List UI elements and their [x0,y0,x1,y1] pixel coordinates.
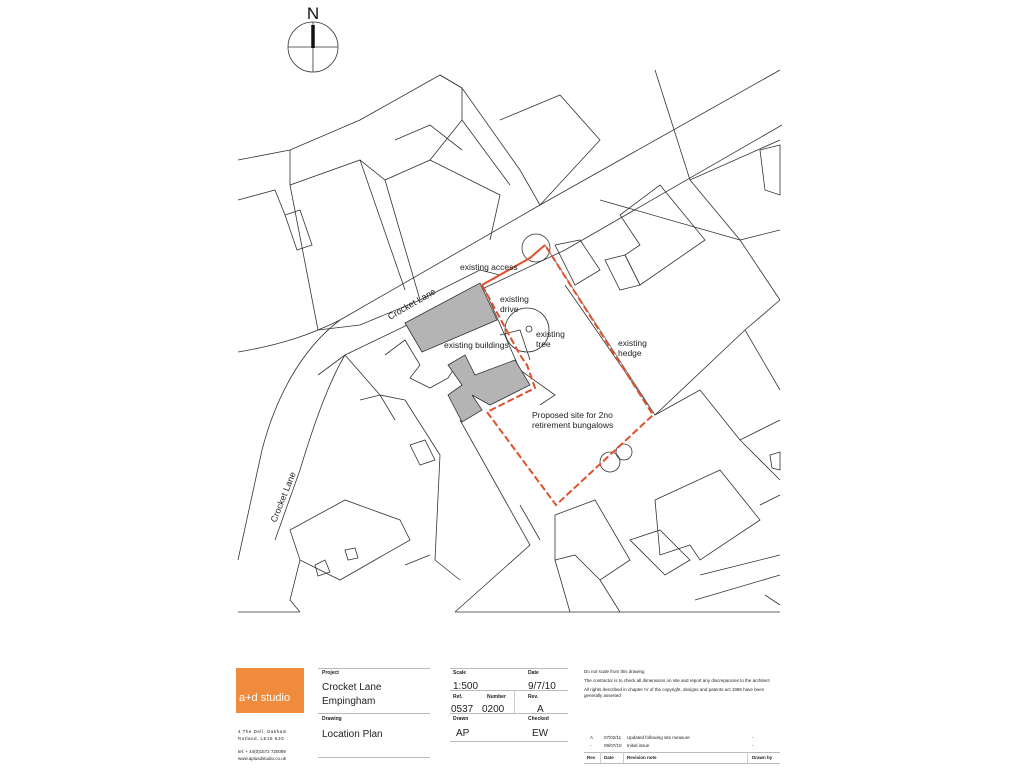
note-do-not-scale: Do not scale from this drawing [584,669,645,674]
revision-header-date: Date [604,755,614,760]
checked-label: Checked [528,716,549,722]
label-existing-drive-2: drive [500,304,519,314]
tb-line [450,668,568,669]
revision-row-by: - [752,735,754,740]
revision-row-rev: - [590,743,592,748]
project-label: Project [322,670,339,676]
company-address-1: 4 The Dell, Oakham [238,729,287,734]
tb-line [318,713,430,714]
revision-line [584,752,780,753]
revision-header-rev: Rev [587,755,596,760]
north-arrow [288,4,338,72]
revision-row-by: - [752,743,754,748]
tb-line [450,741,568,742]
label-existing-access: existing access [460,262,518,272]
revision-line [600,752,601,763]
rev-value: A [537,704,544,715]
date-label: Date [528,670,539,676]
revision-line [747,752,748,763]
revision-row-date: 07/02/11 [604,735,622,740]
number-label: Number [487,694,506,700]
revision-row-rev: A [590,735,594,740]
label-existing-hedge-1: existing [618,338,647,348]
label-existing-drive-1: existing [500,294,529,304]
drawing-label: Drawing [322,716,342,722]
drawing-title: Location Plan [322,729,383,740]
checked-value: EW [532,728,549,739]
revision-row-note: Updated following site measure [627,735,690,740]
revision-line [623,752,624,763]
revision-header-note: Revision note [627,755,657,760]
company-logo [236,668,304,713]
tb-line [514,690,515,713]
label-existing-hedge-2: hedge [618,348,642,358]
base-map-linework [238,70,782,612]
road-label-main: Crocket Lane [386,286,438,322]
ref-label: Ref. [453,694,463,700]
label-proposed-1: Proposed site for 2no [532,410,613,420]
note-contractor: The contractor is to check all dimensions on site and report any discrepancies to the architect [584,678,770,683]
revision-row-note: Initial issue [627,743,650,748]
tb-line [318,757,430,758]
note-copyright-1: All rights described in chapter IV of the copyright, designs and patents act 1988 have been [584,687,765,692]
label-existing-buildings: existing buildings [444,340,509,350]
drawn-label: Drawn [453,716,469,722]
project-name-1: Crocket Lane [322,682,382,693]
company-address-2: Rutland, LE15 6JG [238,736,285,741]
date-value: 9/7/10 [528,681,556,692]
logo-text: a+d studio [239,692,291,704]
project-name-2: Empingham [322,696,376,707]
label-proposed-2: retirement bungalows [532,420,614,430]
company-tel: tel: + 44(0)1572 720089 [238,749,286,754]
tb-line [318,668,430,669]
road-label-side: Crocket Lane [268,470,298,524]
scale-label: Scale [453,670,467,676]
label-existing-tree-1: existing [536,329,565,339]
label-existing-tree-2: tree [536,339,551,349]
rev-label: Rev. [528,694,539,700]
scale-value: 1:500 [453,681,479,692]
revision-header-by: Drawn by [752,755,773,760]
revision-line [584,763,780,764]
north-label: N [306,4,320,23]
ref-value: 0537 [451,704,474,715]
note-copyright-2: generally asserted [584,693,621,698]
company-web[interactable]: www.aplusdstudio.co.uk [238,756,287,761]
revision-row-date: 09/07/10 [604,743,622,748]
drawn-value: AP [456,728,470,739]
number-value: 0200 [482,704,505,715]
